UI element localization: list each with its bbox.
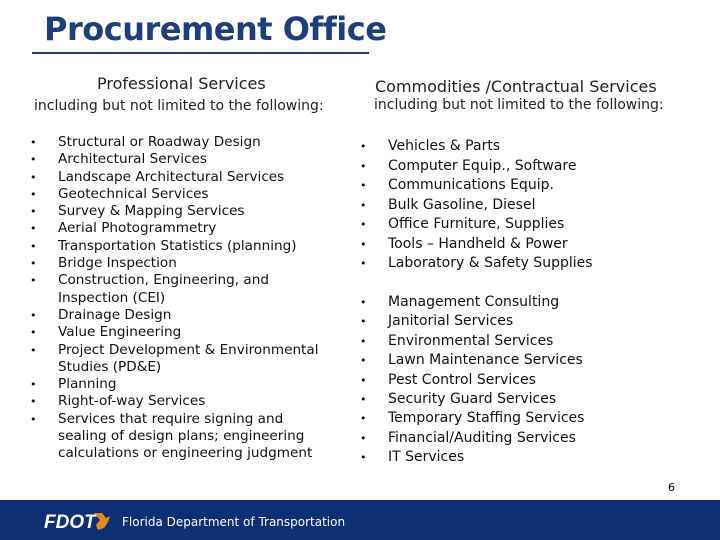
professional-services-list [30, 134, 326, 463]
fdot-logo [44, 510, 114, 532]
list-item: • Landscape Architectural Services [30, 169, 326, 186]
list-item: • Lawn Maintenance Services [360, 351, 700, 370]
list-item: • Financial/Auditing Services [360, 429, 700, 448]
list-item: • Janitorial Services [360, 312, 700, 331]
list-item: • IT Services [360, 448, 700, 467]
list-item: • Services that require signing and sealing of design plans; engineering calculations or engineering judgment [30, 411, 326, 463]
florida-shape-icon [94, 513, 110, 530]
list-item: • Project Development & Environmental Studies (PD&E) [30, 342, 326, 377]
list-item: • Bridge Inspection [30, 255, 326, 272]
list-item: • Management Consulting [360, 293, 700, 312]
list-item: • Value Engineering [30, 324, 326, 341]
list-item: • Communications Equip. [360, 176, 700, 196]
list-item: • Architectural Services [30, 151, 326, 168]
list-item: • Construction, Engineering, and Inspection (CEI) [30, 272, 326, 307]
list-item: • Survey & Mapping Services [30, 203, 326, 220]
footer-bar [0, 481, 720, 540]
list-item: • Drainage Design [30, 307, 326, 324]
list-item: • Office Furniture, Supplies [360, 215, 700, 235]
title-underline [32, 52, 369, 54]
list-item: • Temporary Staffing Services [360, 409, 700, 428]
left-column-heading: Professional Services [97, 74, 266, 93]
list-item: • Planning [30, 376, 326, 393]
commodities-list [360, 137, 700, 274]
list-item: • Computer Equip., Software [360, 157, 700, 177]
list-item: • Bulk Gasoline, Diesel [360, 196, 700, 216]
footer-organization: Florida Department of Transportation [122, 515, 346, 529]
right-column-heading: Commodities /Contractual Services [375, 77, 657, 96]
list-item: • Pest Control Services [360, 371, 700, 390]
list-item: • Transportation Statistics (planning) [30, 238, 326, 255]
list-item: • Structural or Roadway Design [30, 134, 326, 151]
list-item: • Vehicles & Parts [360, 137, 700, 157]
list-item: • Right-of-way Services [30, 393, 326, 410]
list-item: • Aerial Photogrammetry [30, 220, 326, 237]
contractual-services-list [360, 293, 700, 468]
list-item: • Geotechnical Services [30, 186, 326, 203]
list-item: • Security Guard Services [360, 390, 700, 409]
right-column-subheading: including but not limited to the following: [374, 97, 664, 113]
fdot-logo-text: FDOT [44, 512, 96, 532]
page-number: 6 [668, 481, 675, 494]
list-item: • Laboratory & Safety Supplies [360, 254, 700, 274]
left-column-subheading: including but not limited to the following: [34, 98, 324, 114]
slide-title: Procurement Office [44, 10, 387, 48]
list-item: • Environmental Services [360, 332, 700, 351]
list-item: • Tools – Handheld & Power [360, 235, 700, 255]
